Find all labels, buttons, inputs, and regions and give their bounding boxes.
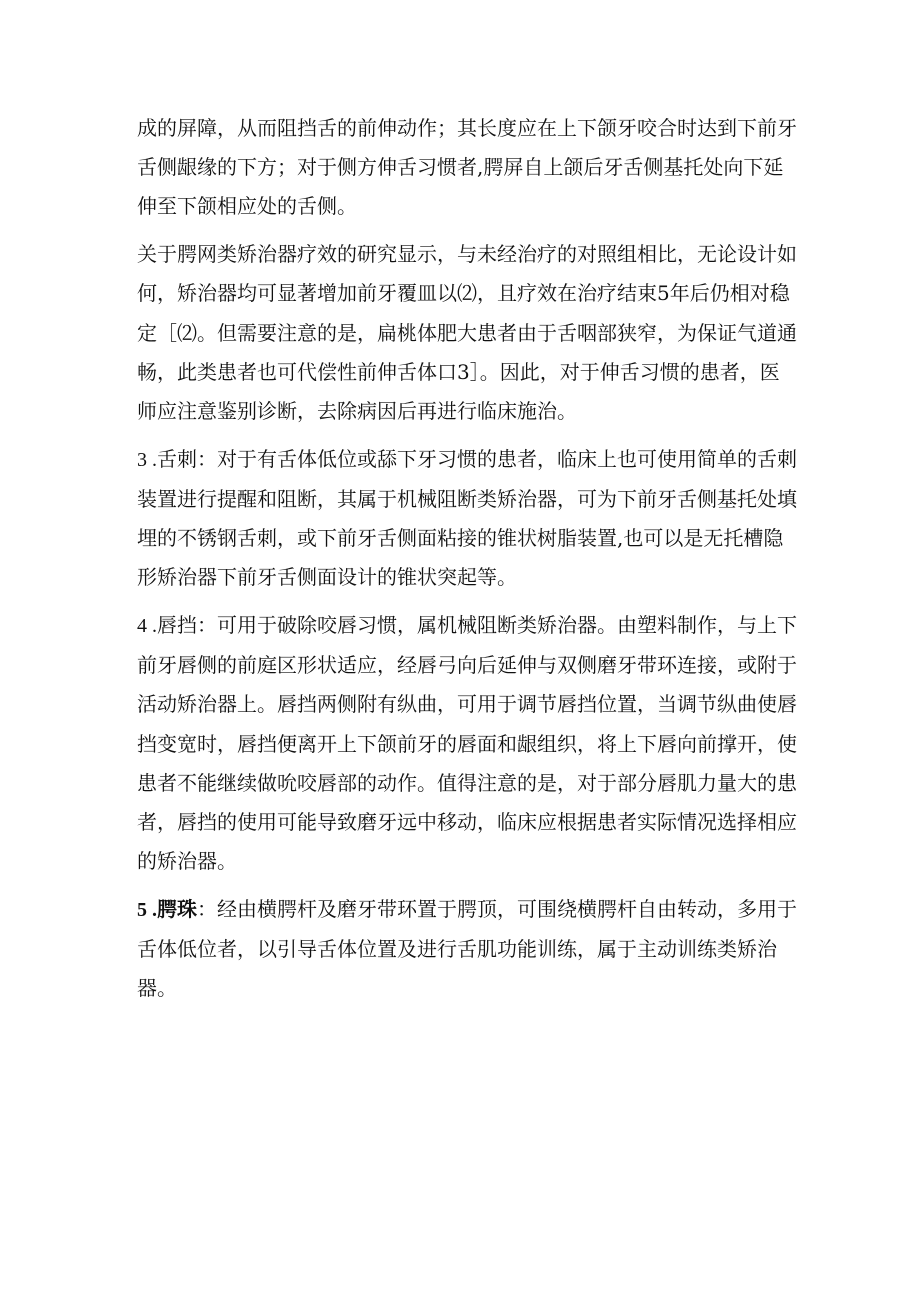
paragraph-lip-bumper — [137, 606, 797, 881]
paragraph-text: 关于腭网类矫治器疗效的研究显示，与未经治疗的对照组相比，无论设计如何，矫治器均可显著增加前牙覆皿以⑵，且疗效在治疗结束5年后仍相对稳定［⑵。但需要注意的是，扁桃体肥大患者由于舌咽部狭窄，为保证气道通畅，此类患者也可代偿性前伸舌体口3］。因此，对于伸舌习惯的患者，医师应注意鉴别诊断，去除病因后再进行临床施治。 — [137, 242, 797, 423]
paragraph-text: 成的屏障，从而阻挡舌的前伸动作；其长度应在上下颌牙咬合时达到下前牙舌侧龈缘的下方；对于侧方伸舌习惯者,腭屏自上颌后牙舌侧基托处向下延伸至下颌相应处的舌侧。 — [137, 116, 797, 219]
item-term: 腭珠 — [157, 896, 197, 921]
paragraph-efficacy-study — [137, 235, 797, 431]
paragraph-palatal-screen — [137, 109, 797, 227]
paragraph-palatal-bead — [137, 890, 797, 1009]
paragraph-text: 舌刺：对于有舌体低位或舔下牙习惯的患者，临床上也可使用简单的舌刺装置进行提醒和阻断，其属于机械阻断类矫治器，可为下前牙舌侧基托处填埋的不锈钢舌刺，或下前牙舌侧面粘接的锥状树脂装置,也可以是无托槽隐形矫治器下前牙舌侧面设计的锥状突起等。 — [137, 446, 797, 590]
paragraph-tongue-spur — [137, 440, 797, 598]
paragraph-text: 唇挡：可用于破除咬唇习惯，属机械阻断类矫治器。由塑料制作，与上下前牙唇侧的前庭区形状适应，经唇弓向后延伸与双侧磨牙带环连接，或附于活动矫治器上。唇挡两侧附有纵曲，可用于调节唇挡位置，当调节纵曲使唇挡变宽时，唇挡便离开上下颌前牙的唇面和龈组织，将上下唇向前撑开，使患者不能继续做吮咬唇部的动作。值得注意的是，对于部分唇肌力量大的患者，唇挡的使用可能导致磨牙远中移动，临床应根据患者实际情况选择相应的矫治器。 — [137, 612, 797, 874]
body-text — [137, 109, 797, 1008]
item-number: 4 . — [137, 614, 157, 637]
paragraph-text: ：经由横腭杆及磨牙带环置于腭顶，可围绕横腭杆自由转动，多用于舌体低位者，以引导舌体位置及进行舌肌功能训练，属于主动训练类矫治器。 — [137, 896, 797, 1001]
item-number: 5 . — [137, 898, 157, 921]
item-number: 3 . — [137, 448, 157, 471]
